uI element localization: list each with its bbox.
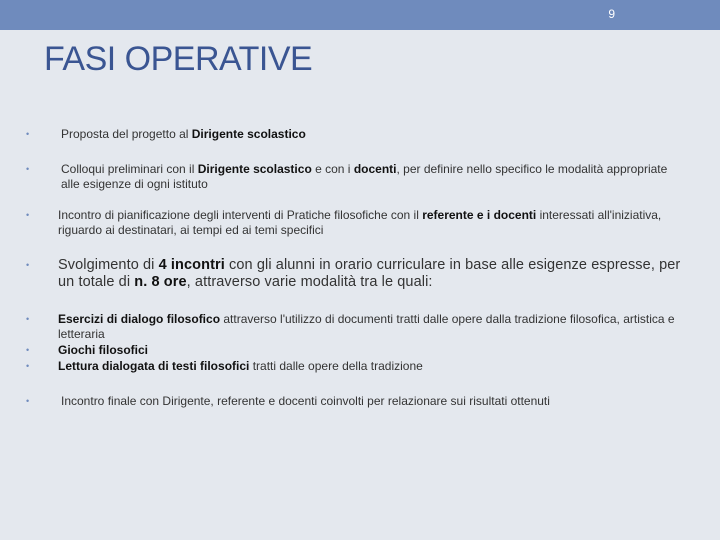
bullet-icon: •	[26, 396, 30, 406]
list-item: • Giochi filosofici	[26, 343, 149, 357]
bullet-icon: •	[26, 314, 30, 324]
slide-title: FASI OPERATIVE	[44, 40, 313, 78]
bullet-icon: •	[26, 345, 30, 355]
list-item: • Esercizi di dialogo filosofico attraverso l'utilizzo di documenti tratti dalle opere dalla tradizione filosofica, artistica e letteraria	[26, 312, 675, 341]
list-item: • Incontro di pianificazione degli interventi di Pratiche filosofiche con il referente e i docenti interessati all'iniziativa, riguardo ai destinatari, ai tempi ed ai temi specifici	[26, 208, 662, 237]
bullet-icon: •	[26, 164, 30, 174]
bullet-icon: •	[26, 361, 30, 371]
page-number: 9	[608, 7, 615, 21]
list-item: • Incontro finale con Dirigente, referente e docenti coinvolti per relazionare sui risultati ottenuti	[26, 394, 550, 408]
bullet-icon: •	[26, 129, 30, 139]
list-item: • Proposta del progetto al Dirigente scolastico	[26, 127, 306, 141]
list-item: • Lettura dialogata di testi filosofici tratti dalle opere della tradizione	[26, 359, 423, 373]
header-bar	[0, 0, 720, 30]
list-item: • Svolgimento di 4 incontri con gli alunni in orario curriculare in base alle esigenze espresse, per un totale di n. 8 ore, attraverso varie modalità tra le quali:	[26, 257, 681, 290]
list-item: • Colloqui preliminari con il Dirigente scolastico e con i docenti, per definire nello specifico le modalità appropriate alle esigenze di ogni istituto	[26, 162, 668, 191]
bullet-icon: •	[26, 260, 30, 270]
bullet-icon: •	[26, 210, 30, 220]
